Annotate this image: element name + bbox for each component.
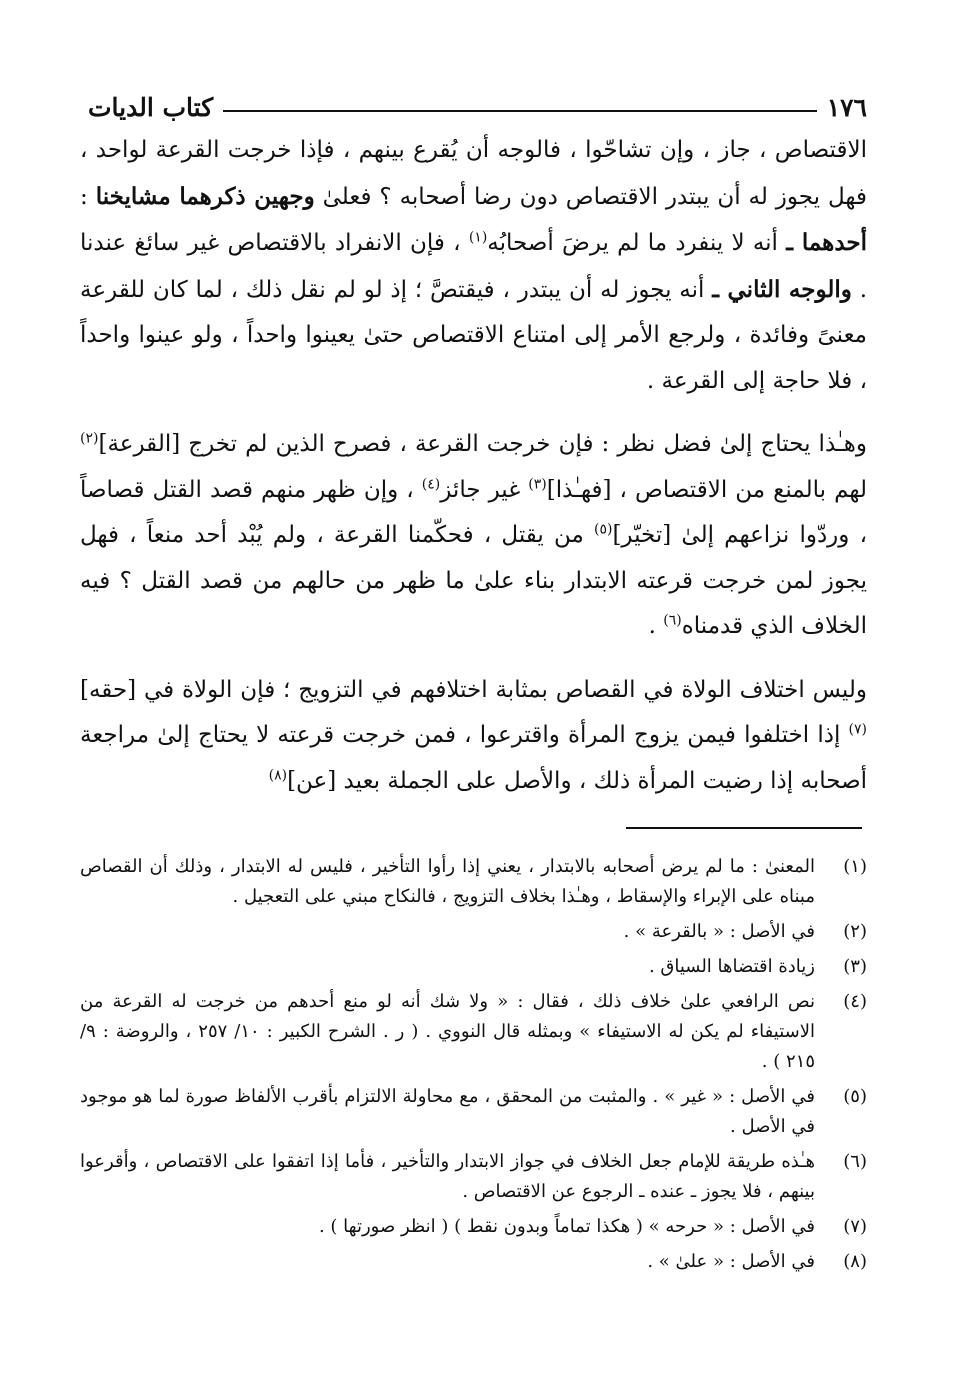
footnote-ref: (٤) (421, 475, 441, 492)
running-header (88, 78, 867, 122)
footnote-item (80, 1247, 867, 1277)
footnote-number: (٤) (843, 991, 867, 1012)
text-run: الاقتصاص ، جاز ، وإن تشاحّوا ، فالوجه أن يُقرع بينهم ، فإذا خرجت القرعة لواحد ، فهل يجوز له أن يبتدر الاقتصاص دون رضا أصحابه ؟ فعلىٰ (80, 137, 867, 210)
footnote-number: (١) (843, 856, 867, 877)
footnote-ref: (٣) (528, 475, 547, 492)
page-number: ١٧٦ (826, 93, 867, 122)
footnote-ref: (٦) (663, 612, 682, 629)
footnote-ref: (١) (468, 229, 488, 246)
footnote-item (80, 1212, 867, 1242)
text-run: لهم بالمنع من الاقتصاص ، [فهـٰذا] (546, 476, 867, 503)
footnote-item (80, 987, 867, 1077)
footnote-text: في الأصل : « علىٰ » . (647, 1251, 815, 1272)
header-rule (223, 110, 817, 112)
footnote-text: نص الرافعي علىٰ خلاف ذلك ، فقال : « ولا شك أنه لو منع أحدهم من خرجت له القرعة من الاستيفاء لم يكن له الاستيفاء » وبمثله قال النووي . ( ر . الشرح الكبير : ١٠/ ٢٥٧ ، والروضة : ٩/ ٢١٥ ) . (80, 991, 815, 1072)
footnote-item (80, 952, 867, 982)
footnote-number: (٧) (843, 1216, 867, 1237)
footnote-text: في الأصل : « بالقرعة » . (623, 921, 815, 942)
footnotes (80, 852, 867, 1282)
footnote-text: في الأصل : « حرحه » ( هكذا تماماً وبدون نقط ) ( انظر صورتها ) . (318, 1216, 815, 1237)
text-run: . (648, 613, 664, 639)
main-text (80, 128, 867, 804)
text-run: وهـٰذا يحتاج إلىٰ فضل نظر : فإن خرجت القرعة ، فصرح الذين لم تخرج [القرعة] (98, 431, 867, 457)
text-run: أنه لا ينفرد ما لم يرضَ أصحابُه (487, 230, 787, 256)
text-run: غير جائز (440, 476, 529, 503)
footnote-ref: (٥) (593, 521, 613, 538)
footnote-ref: (٢) (80, 430, 99, 447)
footnote-item (80, 1082, 867, 1142)
text-run: أنه يجوز له أن يبتدر ، فيقتصَّ ؛ إذ لو لم نقل ذلك ، لما كان للقرعة معنىً وفائدة ، ولرجع الأمر إلى امتناع الاقتصاص حتىٰ يعينوا واحداً ، ولو عينوا واحداً ، فلا حاجة إلى القرعة . (80, 276, 867, 394)
text-run: إذا اختلفوا فيمن يزوج المرأة واقترعوا ، فمن خرجت قرعته لا يحتاج إلىٰ مراجعة أصحابه إذا رضيت المرأة ذلك ، والأصل على الجملة بعيد [عن] (80, 722, 867, 794)
footnote-ref: (٨) (268, 766, 288, 783)
bold-run: والوجه الثاني ـ (712, 275, 852, 303)
text-run: ، فإن الانفراد بالاقتصاص غير سائغ عندنا . (80, 230, 868, 303)
footnote-number: (٣) (843, 956, 867, 977)
paragraph-1 (80, 128, 867, 404)
footnote-text: المعنىٰ : ما لم يرض أصحابه بالابتدار ، يعني إذا رأوا التأخير ، فليس له الابتدار ، وذلك أن القصاص مبناه على الإبراء والإسقاط ، وهـٰذا بخلاف التزويج ، فالنكاح مبني على التعجيل . (80, 856, 815, 907)
bold-run: وجهين ذكرهما مشايخنا (95, 182, 315, 210)
footnote-separator (626, 827, 862, 829)
book-title: كتاب الديات (88, 93, 214, 122)
bold-run: أحدهما ـ (786, 229, 867, 256)
paragraph-2 (80, 422, 867, 650)
footnote-ref: (٧) (848, 721, 867, 738)
footnote-item (80, 852, 867, 912)
footnote-number: (٨) (843, 1251, 867, 1272)
text-run: وليس اختلاف الولاة في القصاص بمثابة اختلافهم في التزويج ؛ فإن الولاة في [حقه] (80, 676, 867, 703)
footnote-item (80, 917, 867, 947)
footnote-number: (٢) (843, 921, 867, 942)
text-run: من يقتل ، فحكّمنا القرعة ، ولم يُبْد أحد منعاً ، فهل يجوز لمن خرجت قرعته الابتدار بناء علىٰ ما ظهر من حالهم من قصد القتل ؟ فيه الخلاف الذي قدمناه (80, 522, 867, 639)
footnote-text: هـٰذه طريقة للإمام جعل الخلاف في جواز الابتدار والتأخير ، فأما إذا اتفقوا على الاقتصاص ، وأقرعوا بينهم ، فلا يجوز ـ عنده ـ الرجوع عن الاقتصاص . (80, 1151, 815, 1202)
footnote-number: (٦) (843, 1151, 867, 1172)
text-run: ، وإن ظهر منهم قصد القتل قصاصاً ، وردّوا نزاعهم إلىٰ [تخيّر] (80, 476, 867, 548)
paragraph-3 (80, 668, 867, 805)
footnote-number: (٥) (843, 1086, 867, 1107)
text-run: : (80, 183, 96, 210)
footnote-text: زيادة اقتضاها السياق . (648, 956, 815, 977)
footnote-text: في الأصل : « غير » . والمثبت من المحقق ، مع محاولة الالتزام بأقرب الألفاظ صورة لما هو موجود في الأصل . (80, 1086, 815, 1137)
footnote-item (80, 1147, 867, 1207)
